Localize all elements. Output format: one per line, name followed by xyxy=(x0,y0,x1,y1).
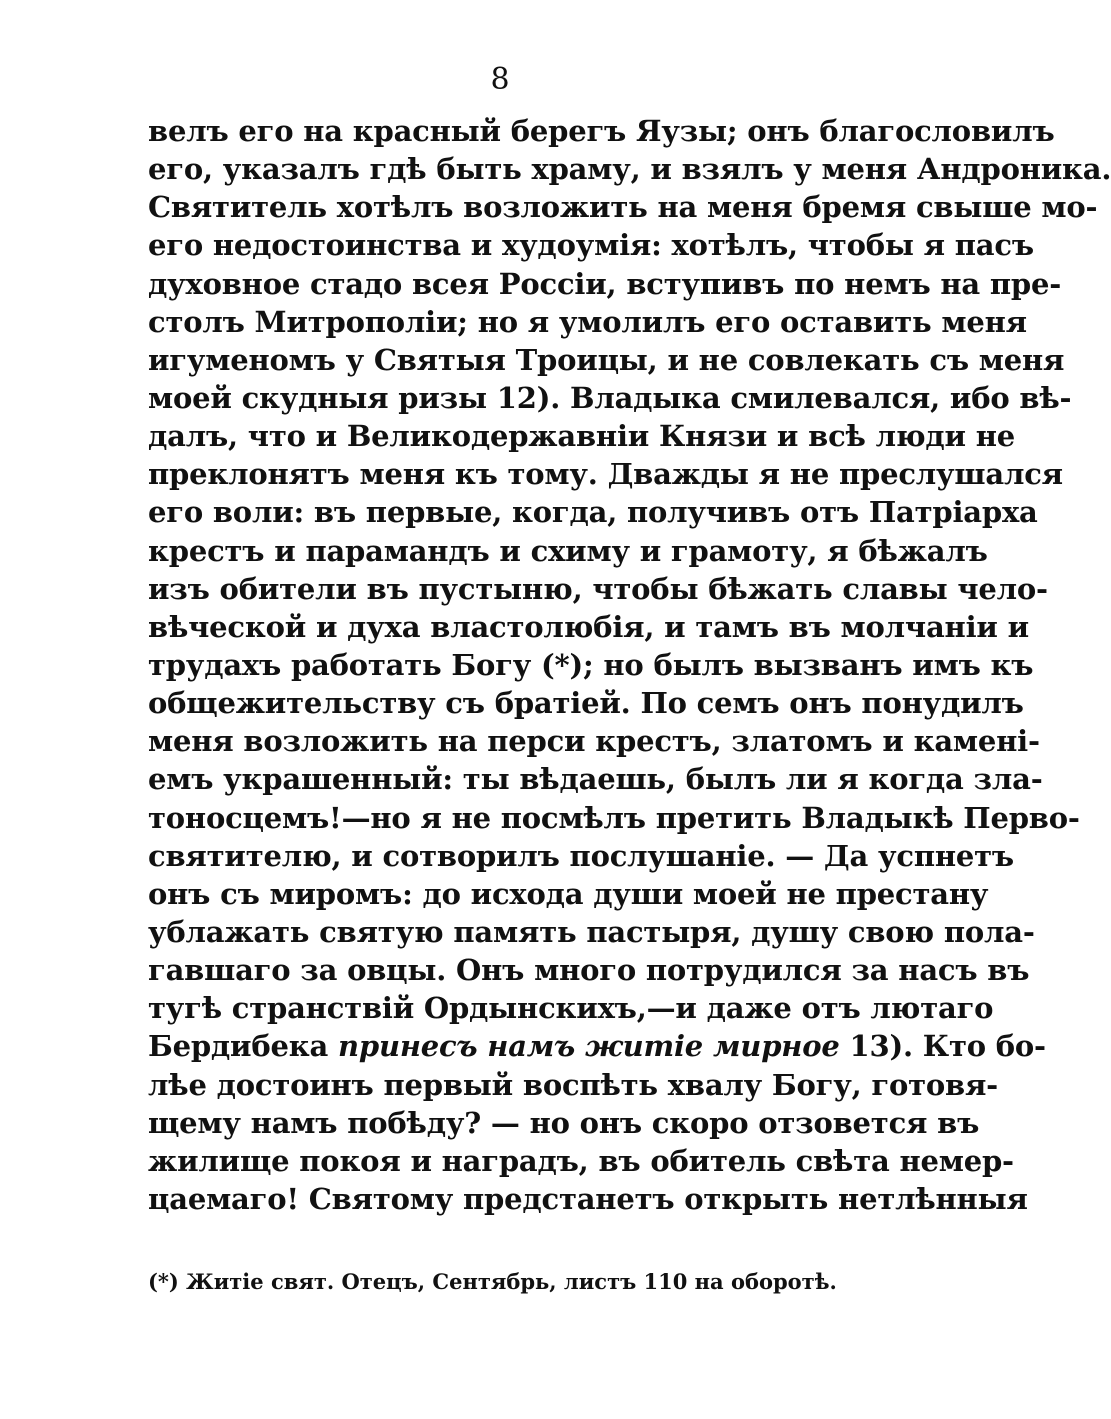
text-line: лѣе достоинъ первый воспѣть хвалу Богу, готовя- xyxy=(148,1067,999,1102)
text-line: духовное стадо всея Россіи, вступивъ по немъ на пре- xyxy=(148,266,1062,301)
footnote: (*) Житіе свят. Отецъ, Сентябрь, листъ 110 на оборотѣ. xyxy=(148,1269,837,1294)
line-part: 13). Кто бо- xyxy=(839,1029,1046,1064)
text-line: его, указалъ гдѣ быть храму, и взялъ у меня Андроника. xyxy=(148,152,1111,187)
text-line: преклонятъ меня къ тому. Дважды я не преслушался xyxy=(148,457,1063,492)
text-line: столъ Митрополіи; но я умолилъ его оставить меня xyxy=(148,304,1027,339)
text-line: игуменомъ у Святыя Троицы, и не совлекать съ меня xyxy=(148,342,1065,377)
text-line: далъ, что и Великодержавніи Князи и всѣ люди не xyxy=(148,419,1016,454)
text-line: ублажать святую память пастыря, душу свою пола- xyxy=(148,914,1035,949)
text-line: святителю, и сотворилъ послушаніе. — Да успнетъ xyxy=(148,838,1014,873)
text-line: онъ съ миромъ: до исхода души моей не престану xyxy=(148,876,989,911)
text-line: моей скудныя ризы 12). Владыка смилевался, ибо вѣ- xyxy=(148,380,1072,415)
text-line: его воли: въ первые, когда, получивъ отъ Патріарха xyxy=(148,495,1038,530)
italic-phrase: принесъ намъ житіе мирное xyxy=(337,1029,840,1064)
text-line: щему намъ побѣду? — но онъ скоро отзовется въ xyxy=(148,1105,980,1140)
text-line: общежительству съ братіей. По семъ онъ понудилъ xyxy=(148,686,1024,721)
text-line: емъ украшенный: ты вѣдаешь, былъ ли я когда зла- xyxy=(148,762,1043,797)
text-line: вѣческой и духа властолюбія, и тамъ въ молчаніи и xyxy=(148,609,1029,644)
text-line: трудахъ работать Богу (*); но былъ вызванъ имъ къ xyxy=(148,647,1034,682)
line-part: Бердибека xyxy=(148,1029,338,1064)
text-line: тугѣ странствій Ордынскихъ,—и даже отъ лютаго xyxy=(148,991,994,1026)
text-line: тоносцемъ!—но я не посмѣлъ претить Владыкѣ Перво- xyxy=(148,800,1080,835)
text-line: крестъ и парамандъ и схиму и грамоту, я бѣжалъ xyxy=(148,533,988,568)
text-line: велъ его на красный берегъ Яузы; онъ благословилъ xyxy=(148,114,1055,148)
text-line: изъ обители въ пустыню, чтобы бѣжать славы чело- xyxy=(148,571,1048,606)
text-line-with-italic xyxy=(148,1027,1046,1065)
text-line: Святитель хотѣлъ возложить на меня бремя свыше мо- xyxy=(148,190,1098,225)
text-line: гавшаго за овцы. Онъ много потрудился за насъ въ xyxy=(148,953,1030,988)
text-line: жилище покоя и наградъ, въ обитель свѣта немер- xyxy=(148,1143,1014,1178)
page-number: 8 xyxy=(490,62,510,97)
text-line: цаемаго! Святому предстанетъ открыть нетлѣнныя xyxy=(148,1181,1028,1216)
body-text xyxy=(148,112,1111,1218)
text-line: его недостоинства и худоумія: хотѣлъ, чтобы я пасъ xyxy=(148,228,1034,263)
text-line: меня возложить на перси крестъ, златомъ и камені- xyxy=(148,724,1040,759)
